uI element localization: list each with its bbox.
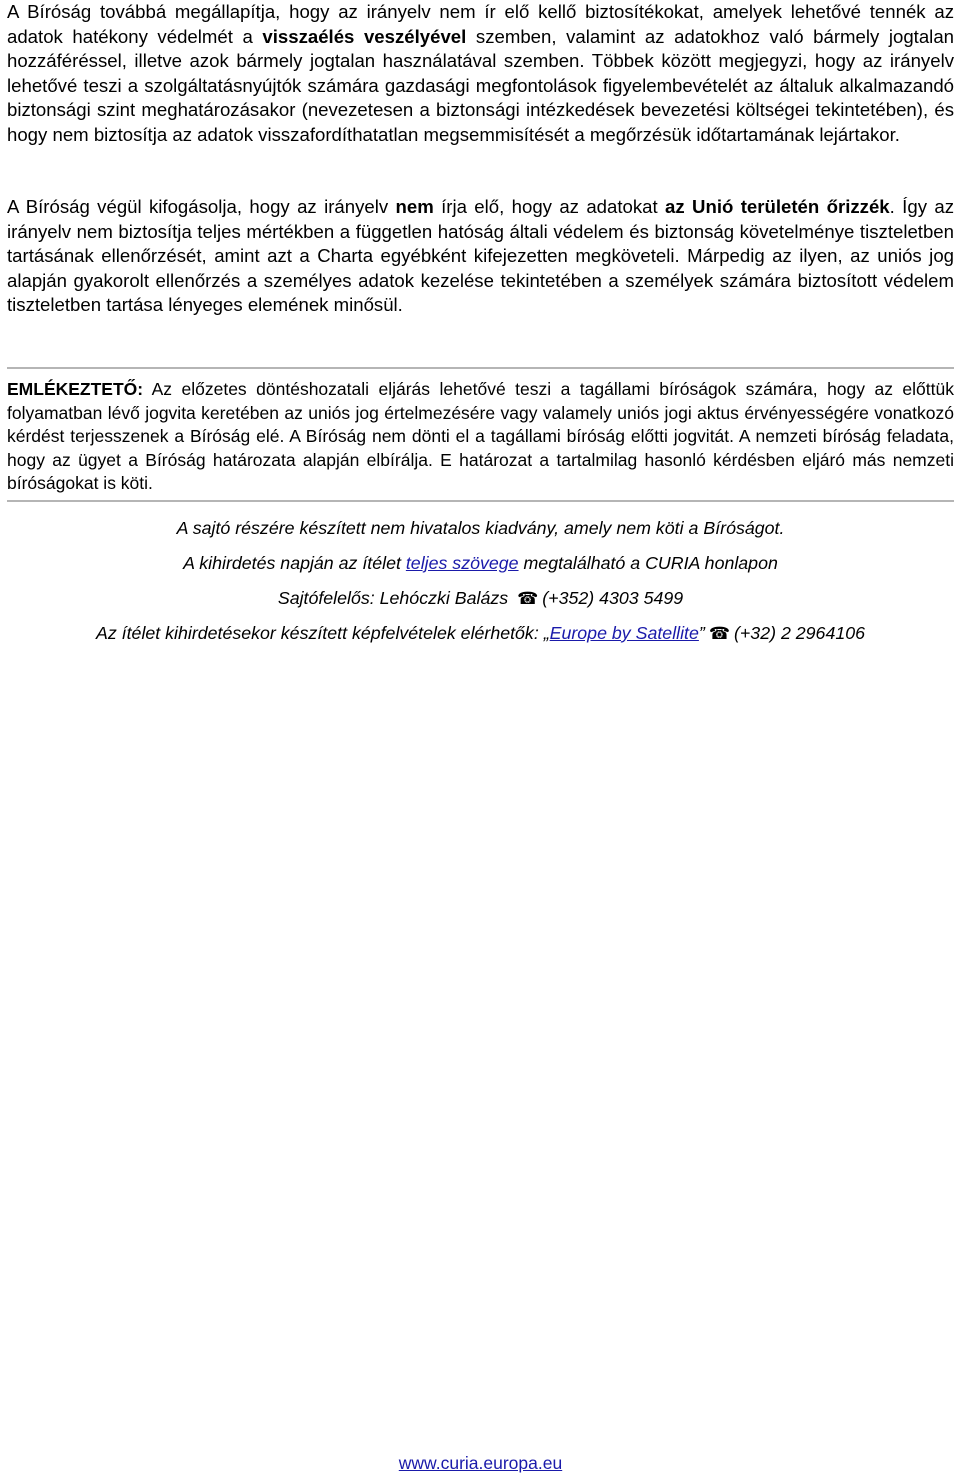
press-fulltext-line <box>7 551 954 576</box>
press-text: megtalálható a CURIA honlapon <box>518 553 778 573</box>
bold-text: visszaélés veszélyével <box>262 25 467 47</box>
paragraph-text: szemben, valamint az adatokhoz való bármely jogtalan hozzáféréssel, illetve azok bármely jogtalan használatával szemben. Többek között megjegyzi, hogy az irányelv lehetővé teszi a szolgáltatásnyújtók számára gazdasági megfontolások figyelembevételét az általuk alkalmazandó biztonsági szint meghatározásakor (nevezetesen a biztonsági intézkedések bevezetési költségei tekintetében), és hogy nem biztosítja az adatok visszafordíthatatlan megsemmisítését a megőrzésük időtartamának lejártakor. <box>7 25 954 145</box>
footer <box>7 1451 954 1476</box>
press-text: ” <box>698 623 705 643</box>
reminder-paragraph <box>7 378 954 496</box>
bold-text: az Unió területén őrizzék <box>665 196 890 217</box>
press-phone-number: (+352) 4303 5499 <box>542 588 684 608</box>
press-phone-number: (+32) 2 2964106 <box>734 623 865 643</box>
paragraph-security <box>7 0 954 148</box>
full-text-link[interactable]: teljes szövege <box>405 553 519 573</box>
paragraph-text: A Bíróság továbbá megállapítja, hogy az irányelv nem ír elő kellő biztosítékokat, amelyek lehetővé tennék az adatok hatékony védelmét a <box>7 1 954 47</box>
divider-bottom <box>7 500 954 502</box>
phone-icon: ☎ <box>517 589 539 608</box>
press-disclaimer: A sajtó részére készített nem hivatalos kiadvány, amely nem köti a Bíróságot. <box>176 518 785 538</box>
phone-icon: ☎ <box>708 624 730 643</box>
press-text: A kihirdetés napján az ítélet <box>183 553 406 573</box>
press-images-line <box>7 621 954 647</box>
paragraph-text: A Bíróság végül kifogásolja, hogy az irányelv <box>7 196 396 217</box>
bold-text: nem <box>395 196 434 217</box>
press-contact-line <box>7 586 954 612</box>
divider-top <box>7 367 954 369</box>
reminder-text: Az előzetes döntéshozatali eljárás lehetővé teszi a tagállami bíróságok számára, hogy az előttük folyamatban lévő jogvita keretében az uniós jog értelmezésére vagy valamely uniós jogi aktus érvényességére vonatkozó kérdést terjesszenek a Bíróság elé. A Bíróság nem dönti el a tagállami bíróság előtti jogvitát. A nemzeti bíróság feladata, hogy az ügyet a Bíróság határozata alapján elbírálja. E határozat a tartalmilag hasonló kérdésben eljáró más nemzeti bíróságokat is köti. <box>7 379 954 494</box>
europe-by-satellite-link[interactable]: Europe by Satellite <box>549 623 699 643</box>
paragraph-text: . Így az irányelv nem biztosítja teljes mértékben a független hatóság általi védelem és biztonság követelménye tiszteletben tartásának ellenőrzését, amint azt a Charta egyébként kifejezetten megköveteli. Márpedig az ilyen, az uniós jog alapján gyakorolt ellenőrzés a személyes adatok kezelése tekintetében a személyek számára biztosított védelem tiszteletben tartása lényeges elemének minősül. <box>7 196 954 316</box>
press-text: Az ítélet kihirdetésekor készített képfelvételek elérhetők: „ <box>95 623 550 643</box>
paragraph-storage-location <box>7 195 954 318</box>
press-text: Sajtófelelős: Lehóczki Balázs <box>277 588 514 608</box>
reminder-label: EMLÉKEZTETŐ: <box>7 379 144 399</box>
curia-website-link[interactable]: www.curia.europa.eu <box>398 1453 563 1473</box>
paragraph-text: írja elő, hogy az adatokat <box>433 196 666 217</box>
